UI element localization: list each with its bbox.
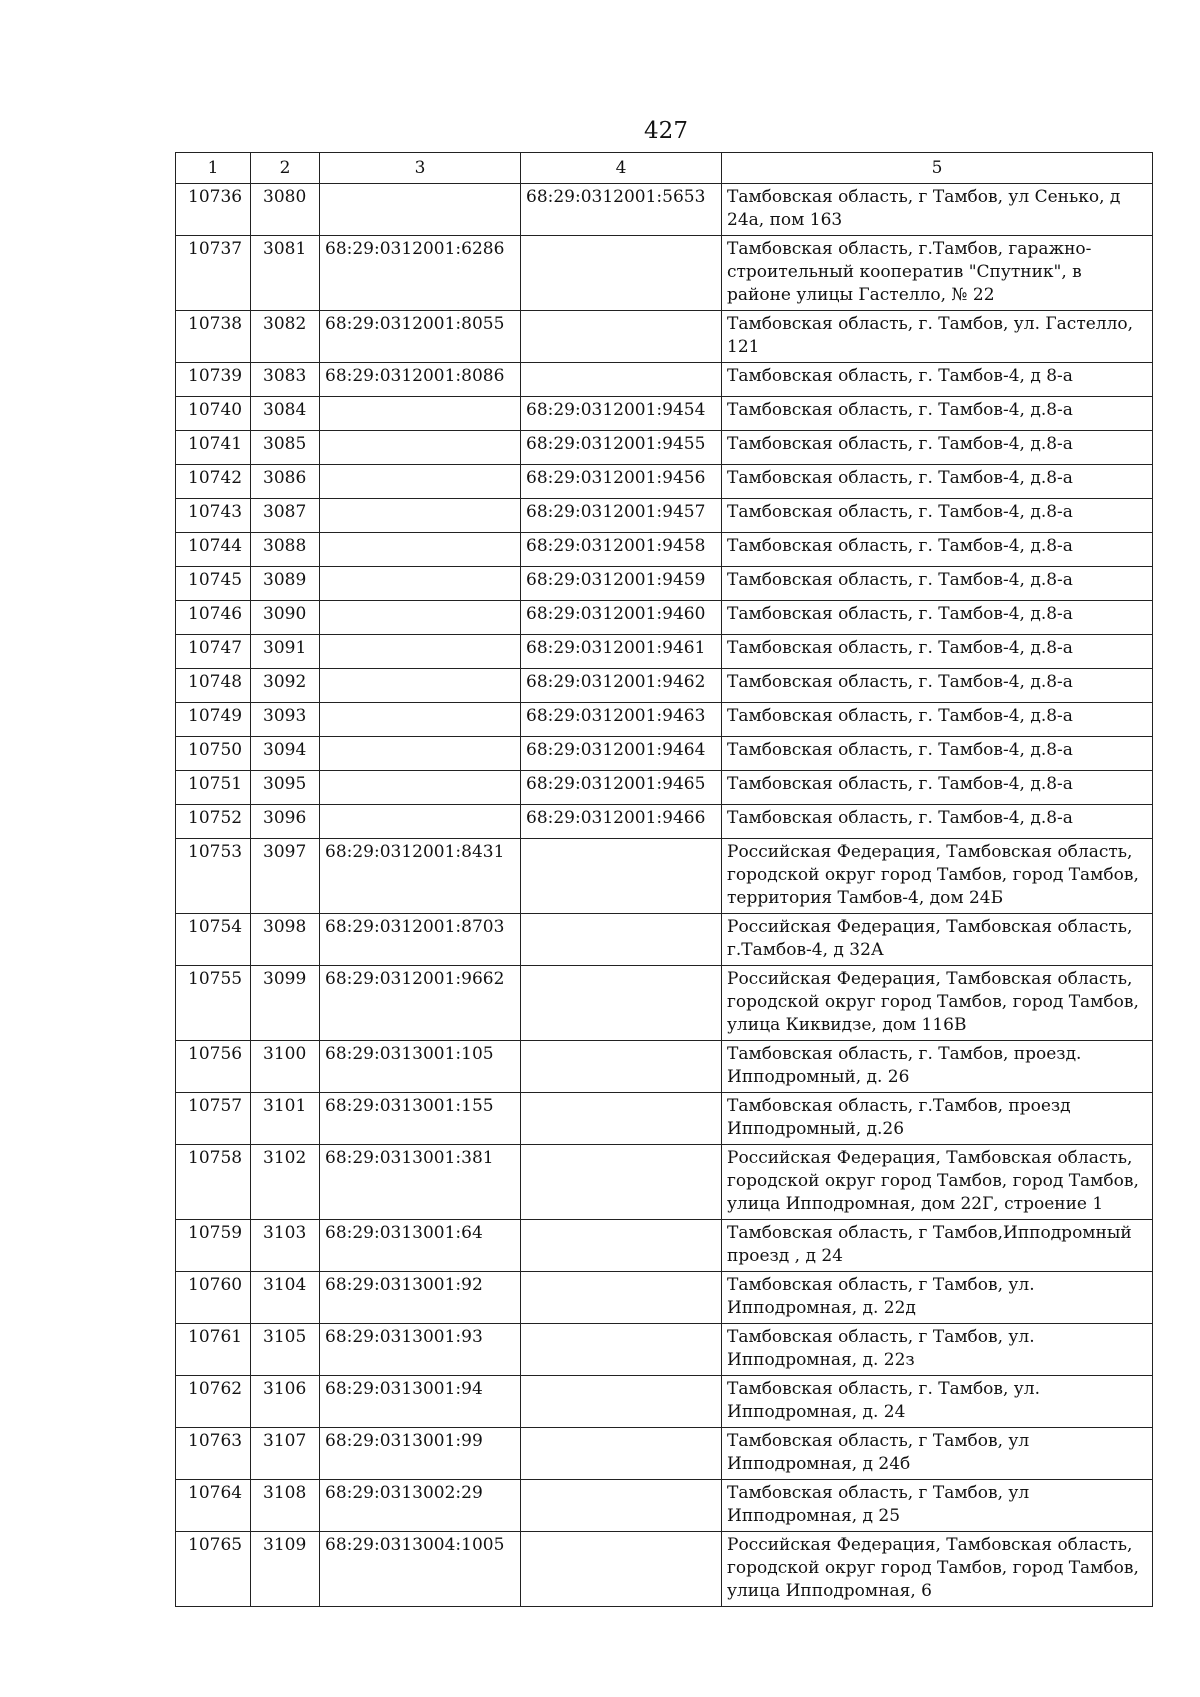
address-cell: Российская Федерация, Тамбовская область, городской округ город Тамбов, город Тамбов, улица Киквидзе, дом 116В (722, 966, 1153, 1041)
item-number-cell: 3104 (251, 1272, 320, 1324)
cadastral-number-cell (320, 601, 521, 635)
table-row (176, 966, 1153, 1041)
item-number-cell: 3106 (251, 1376, 320, 1428)
cadastral-number-cell (320, 567, 521, 601)
cadastral-number-cell (320, 805, 521, 839)
row-number-cell: 10757 (176, 1093, 251, 1145)
cadastral-number-cell: 68:29:0312001:8703 (320, 914, 521, 966)
column-header: 3 (320, 153, 521, 184)
column-header: 2 (251, 153, 320, 184)
item-number-cell: 3080 (251, 184, 320, 236)
row-number-cell: 10751 (176, 771, 251, 805)
item-number-cell: 3097 (251, 839, 320, 914)
cadastral-number-cell: 68:29:0312001:8086 (320, 363, 521, 397)
cadastral-number-cell (320, 703, 521, 737)
table-row (176, 601, 1153, 635)
address-cell: Тамбовская область, г. Тамбов, ул. Гастелло, 121 (722, 311, 1153, 363)
item-number-cell: 3093 (251, 703, 320, 737)
row-number-cell: 10762 (176, 1376, 251, 1428)
cadastral-number-cell: 68:29:0312001:9662 (320, 966, 521, 1041)
item-number-cell: 3085 (251, 431, 320, 465)
object-cadastral-number-cell (521, 1428, 722, 1480)
cadastral-number-cell: 68:29:0312001:8055 (320, 311, 521, 363)
object-cadastral-number-cell: 68:29:0312001:9460 (521, 601, 722, 635)
object-cadastral-number-cell (521, 914, 722, 966)
item-number-cell: 3081 (251, 236, 320, 311)
address-cell: Российская Федерация, Тамбовская область, г.Тамбов-4, д 32А (722, 914, 1153, 966)
cadastral-number-cell (320, 499, 521, 533)
address-cell: Российская Федерация, Тамбовская область, городской округ город Тамбов, город Тамбов, улица Ипподромная, дом 22Г, строение 1 (722, 1145, 1153, 1220)
object-cadastral-number-cell: 68:29:0312001:9463 (521, 703, 722, 737)
table-row (176, 1480, 1153, 1532)
address-cell: Тамбовская область, г Тамбов, ул Ипподромная, д 25 (722, 1480, 1153, 1532)
table-row (176, 533, 1153, 567)
object-cadastral-number-cell (521, 363, 722, 397)
cadastral-number-cell (320, 771, 521, 805)
page-number: 427 (644, 118, 688, 144)
cadastral-number-cell: 68:29:0313004:1005 (320, 1532, 521, 1607)
object-cadastral-number-cell (521, 1093, 722, 1145)
cadastral-number-cell (320, 431, 521, 465)
cadastral-number-cell: 68:29:0313001:93 (320, 1324, 521, 1376)
row-number-cell: 10756 (176, 1041, 251, 1093)
table-row (176, 431, 1153, 465)
item-number-cell: 3089 (251, 567, 320, 601)
cadastral-number-cell (320, 397, 521, 431)
object-cadastral-number-cell: 68:29:0312001:9459 (521, 567, 722, 601)
table-row (176, 771, 1153, 805)
column-header: 5 (722, 153, 1153, 184)
table-row (176, 669, 1153, 703)
cadastral-number-cell: 68:29:0313001:155 (320, 1093, 521, 1145)
address-cell: Тамбовская область, г. Тамбов-4, д.8-а (722, 669, 1153, 703)
table-row (176, 184, 1153, 236)
item-number-cell: 3109 (251, 1532, 320, 1607)
row-number-cell: 10752 (176, 805, 251, 839)
item-number-cell: 3100 (251, 1041, 320, 1093)
property-registry-table (175, 152, 1153, 1607)
table-row (176, 1376, 1153, 1428)
address-cell: Тамбовская область, г. Тамбов-4, д.8-а (722, 431, 1153, 465)
item-number-cell: 3099 (251, 966, 320, 1041)
object-cadastral-number-cell (521, 311, 722, 363)
cadastral-number-cell (320, 669, 521, 703)
table-row (176, 311, 1153, 363)
object-cadastral-number-cell (521, 1041, 722, 1093)
table-row (176, 635, 1153, 669)
item-number-cell: 3083 (251, 363, 320, 397)
address-cell: Тамбовская область, г. Тамбов-4, д.8-а (722, 737, 1153, 771)
address-cell: Тамбовская область, г. Тамбов-4, д.8-а (722, 805, 1153, 839)
address-cell: Тамбовская область, г.Тамбов, проезд Ипподромный, д.26 (722, 1093, 1153, 1145)
cadastral-number-cell: 68:29:0312001:8431 (320, 839, 521, 914)
cadastral-number-cell: 68:29:0313001:99 (320, 1428, 521, 1480)
item-number-cell: 3095 (251, 771, 320, 805)
item-number-cell: 3096 (251, 805, 320, 839)
row-number-cell: 10743 (176, 499, 251, 533)
address-cell: Тамбовская область, г. Тамбов-4, д 8-а (722, 363, 1153, 397)
address-cell: Тамбовская область, г. Тамбов-4, д.8-а (722, 533, 1153, 567)
address-cell: Тамбовская область, г. Тамбов-4, д.8-а (722, 397, 1153, 431)
address-cell: Российская Федерация, Тамбовская область, городской округ город Тамбов, город Тамбов, улица Ипподромная, 6 (722, 1532, 1153, 1607)
table-row (176, 1145, 1153, 1220)
object-cadastral-number-cell: 68:29:0312001:9461 (521, 635, 722, 669)
cadastral-number-cell (320, 635, 521, 669)
table-row (176, 1324, 1153, 1376)
row-number-cell: 10748 (176, 669, 251, 703)
table-row (176, 1428, 1153, 1480)
address-cell: Тамбовская область, г. Тамбов-4, д.8-а (722, 703, 1153, 737)
object-cadastral-number-cell (521, 1145, 722, 1220)
row-number-cell: 10753 (176, 839, 251, 914)
cadastral-number-cell: 68:29:0313001:105 (320, 1041, 521, 1093)
column-header: 4 (521, 153, 722, 184)
row-number-cell: 10764 (176, 1480, 251, 1532)
object-cadastral-number-cell: 68:29:0312001:9464 (521, 737, 722, 771)
address-cell: Тамбовская область, г. Тамбов-4, д.8-а (722, 635, 1153, 669)
row-number-cell: 10737 (176, 236, 251, 311)
table-row (176, 363, 1153, 397)
address-cell: Тамбовская область, г. Тамбов-4, д.8-а (722, 465, 1153, 499)
table-row (176, 236, 1153, 311)
cadastral-number-cell: 68:29:0313001:94 (320, 1376, 521, 1428)
item-number-cell: 3087 (251, 499, 320, 533)
object-cadastral-number-cell (521, 1272, 722, 1324)
cadastral-number-cell: 68:29:0312001:6286 (320, 236, 521, 311)
object-cadastral-number-cell (521, 1220, 722, 1272)
address-cell: Тамбовская область, г. Тамбов, ул. Ипподромная, д. 24 (722, 1376, 1153, 1428)
row-number-cell: 10745 (176, 567, 251, 601)
cadastral-number-cell (320, 465, 521, 499)
address-cell: Тамбовская область, г Тамбов, ул Сенько, д 24а, пом 163 (722, 184, 1153, 236)
row-number-cell: 10739 (176, 363, 251, 397)
table-row (176, 1532, 1153, 1607)
table-row (176, 805, 1153, 839)
object-cadastral-number-cell (521, 1324, 722, 1376)
object-cadastral-number-cell: 68:29:0312001:9462 (521, 669, 722, 703)
object-cadastral-number-cell: 68:29:0312001:9454 (521, 397, 722, 431)
row-number-cell: 10749 (176, 703, 251, 737)
row-number-cell: 10740 (176, 397, 251, 431)
item-number-cell: 3082 (251, 311, 320, 363)
object-cadastral-number-cell: 68:29:0312001:9457 (521, 499, 722, 533)
object-cadastral-number-cell: 68:29:0312001:9458 (521, 533, 722, 567)
table-row (176, 499, 1153, 533)
table-row (176, 397, 1153, 431)
table-row (176, 1272, 1153, 1324)
row-number-cell: 10750 (176, 737, 251, 771)
row-number-cell: 10741 (176, 431, 251, 465)
cadastral-number-cell: 68:29:0313001:64 (320, 1220, 521, 1272)
object-cadastral-number-cell (521, 1532, 722, 1607)
column-header: 1 (176, 153, 251, 184)
table-row (176, 1220, 1153, 1272)
table-row (176, 567, 1153, 601)
item-number-cell: 3088 (251, 533, 320, 567)
table-row (176, 914, 1153, 966)
address-cell: Тамбовская область, г Тамбов, ул. Ипподромная, д. 22д (722, 1272, 1153, 1324)
row-number-cell: 10759 (176, 1220, 251, 1272)
address-cell: Тамбовская область, г. Тамбов-4, д.8-а (722, 567, 1153, 601)
object-cadastral-number-cell: 68:29:0312001:9466 (521, 805, 722, 839)
row-number-cell: 10760 (176, 1272, 251, 1324)
cadastral-number-cell: 68:29:0313001:92 (320, 1272, 521, 1324)
cadastral-number-cell (320, 184, 521, 236)
address-cell: Тамбовская область, г. Тамбов-4, д.8-а (722, 601, 1153, 635)
item-number-cell: 3092 (251, 669, 320, 703)
object-cadastral-number-cell (521, 839, 722, 914)
table-row (176, 1093, 1153, 1145)
table-row (176, 839, 1153, 914)
row-number-cell: 10744 (176, 533, 251, 567)
table-row (176, 465, 1153, 499)
object-cadastral-number-cell: 68:29:0312001:9455 (521, 431, 722, 465)
row-number-cell: 10755 (176, 966, 251, 1041)
item-number-cell: 3091 (251, 635, 320, 669)
cadastral-number-cell (320, 737, 521, 771)
address-cell: Тамбовская область, г. Тамбов-4, д.8-а (722, 771, 1153, 805)
address-cell: Тамбовская область, г. Тамбов, проезд. Ипподромный, д. 26 (722, 1041, 1153, 1093)
table-row (176, 737, 1153, 771)
address-cell: Тамбовская область, г Тамбов, ул Ипподромная, д 24б (722, 1428, 1153, 1480)
table-row (176, 703, 1153, 737)
object-cadastral-number-cell (521, 236, 722, 311)
cadastral-number-cell (320, 533, 521, 567)
object-cadastral-number-cell (521, 966, 722, 1041)
item-number-cell: 3102 (251, 1145, 320, 1220)
row-number-cell: 10754 (176, 914, 251, 966)
row-number-cell: 10763 (176, 1428, 251, 1480)
row-number-cell: 10736 (176, 184, 251, 236)
table-row (176, 1041, 1153, 1093)
object-cadastral-number-cell (521, 1480, 722, 1532)
item-number-cell: 3103 (251, 1220, 320, 1272)
cadastral-number-cell: 68:29:0313002:29 (320, 1480, 521, 1532)
row-number-cell: 10765 (176, 1532, 251, 1607)
table-body (176, 153, 1153, 1607)
object-cadastral-number-cell (521, 1376, 722, 1428)
item-number-cell: 3101 (251, 1093, 320, 1145)
item-number-cell: 3107 (251, 1428, 320, 1480)
row-number-cell: 10758 (176, 1145, 251, 1220)
row-number-cell: 10747 (176, 635, 251, 669)
item-number-cell: 3108 (251, 1480, 320, 1532)
table-header-row (176, 153, 1153, 184)
address-cell: Тамбовская область, г.Тамбов, гаражно-строительный кооператив "Спутник", в районе улицы Гастелло, № 22 (722, 236, 1153, 311)
address-cell: Российская Федерация, Тамбовская область, городской округ город Тамбов, город Тамбов, территория Тамбов-4, дом 24Б (722, 839, 1153, 914)
row-number-cell: 10761 (176, 1324, 251, 1376)
object-cadastral-number-cell: 68:29:0312001:9456 (521, 465, 722, 499)
row-number-cell: 10742 (176, 465, 251, 499)
item-number-cell: 3094 (251, 737, 320, 771)
object-cadastral-number-cell: 68:29:0312001:9465 (521, 771, 722, 805)
item-number-cell: 3090 (251, 601, 320, 635)
row-number-cell: 10746 (176, 601, 251, 635)
item-number-cell: 3098 (251, 914, 320, 966)
address-cell: Тамбовская область, г Тамбов,Ипподромный проезд , д 24 (722, 1220, 1153, 1272)
object-cadastral-number-cell: 68:29:0312001:5653 (521, 184, 722, 236)
row-number-cell: 10738 (176, 311, 251, 363)
cadastral-number-cell: 68:29:0313001:381 (320, 1145, 521, 1220)
address-cell: Тамбовская область, г. Тамбов-4, д.8-а (722, 499, 1153, 533)
item-number-cell: 3086 (251, 465, 320, 499)
item-number-cell: 3084 (251, 397, 320, 431)
item-number-cell: 3105 (251, 1324, 320, 1376)
address-cell: Тамбовская область, г Тамбов, ул. Ипподромная, д. 22з (722, 1324, 1153, 1376)
